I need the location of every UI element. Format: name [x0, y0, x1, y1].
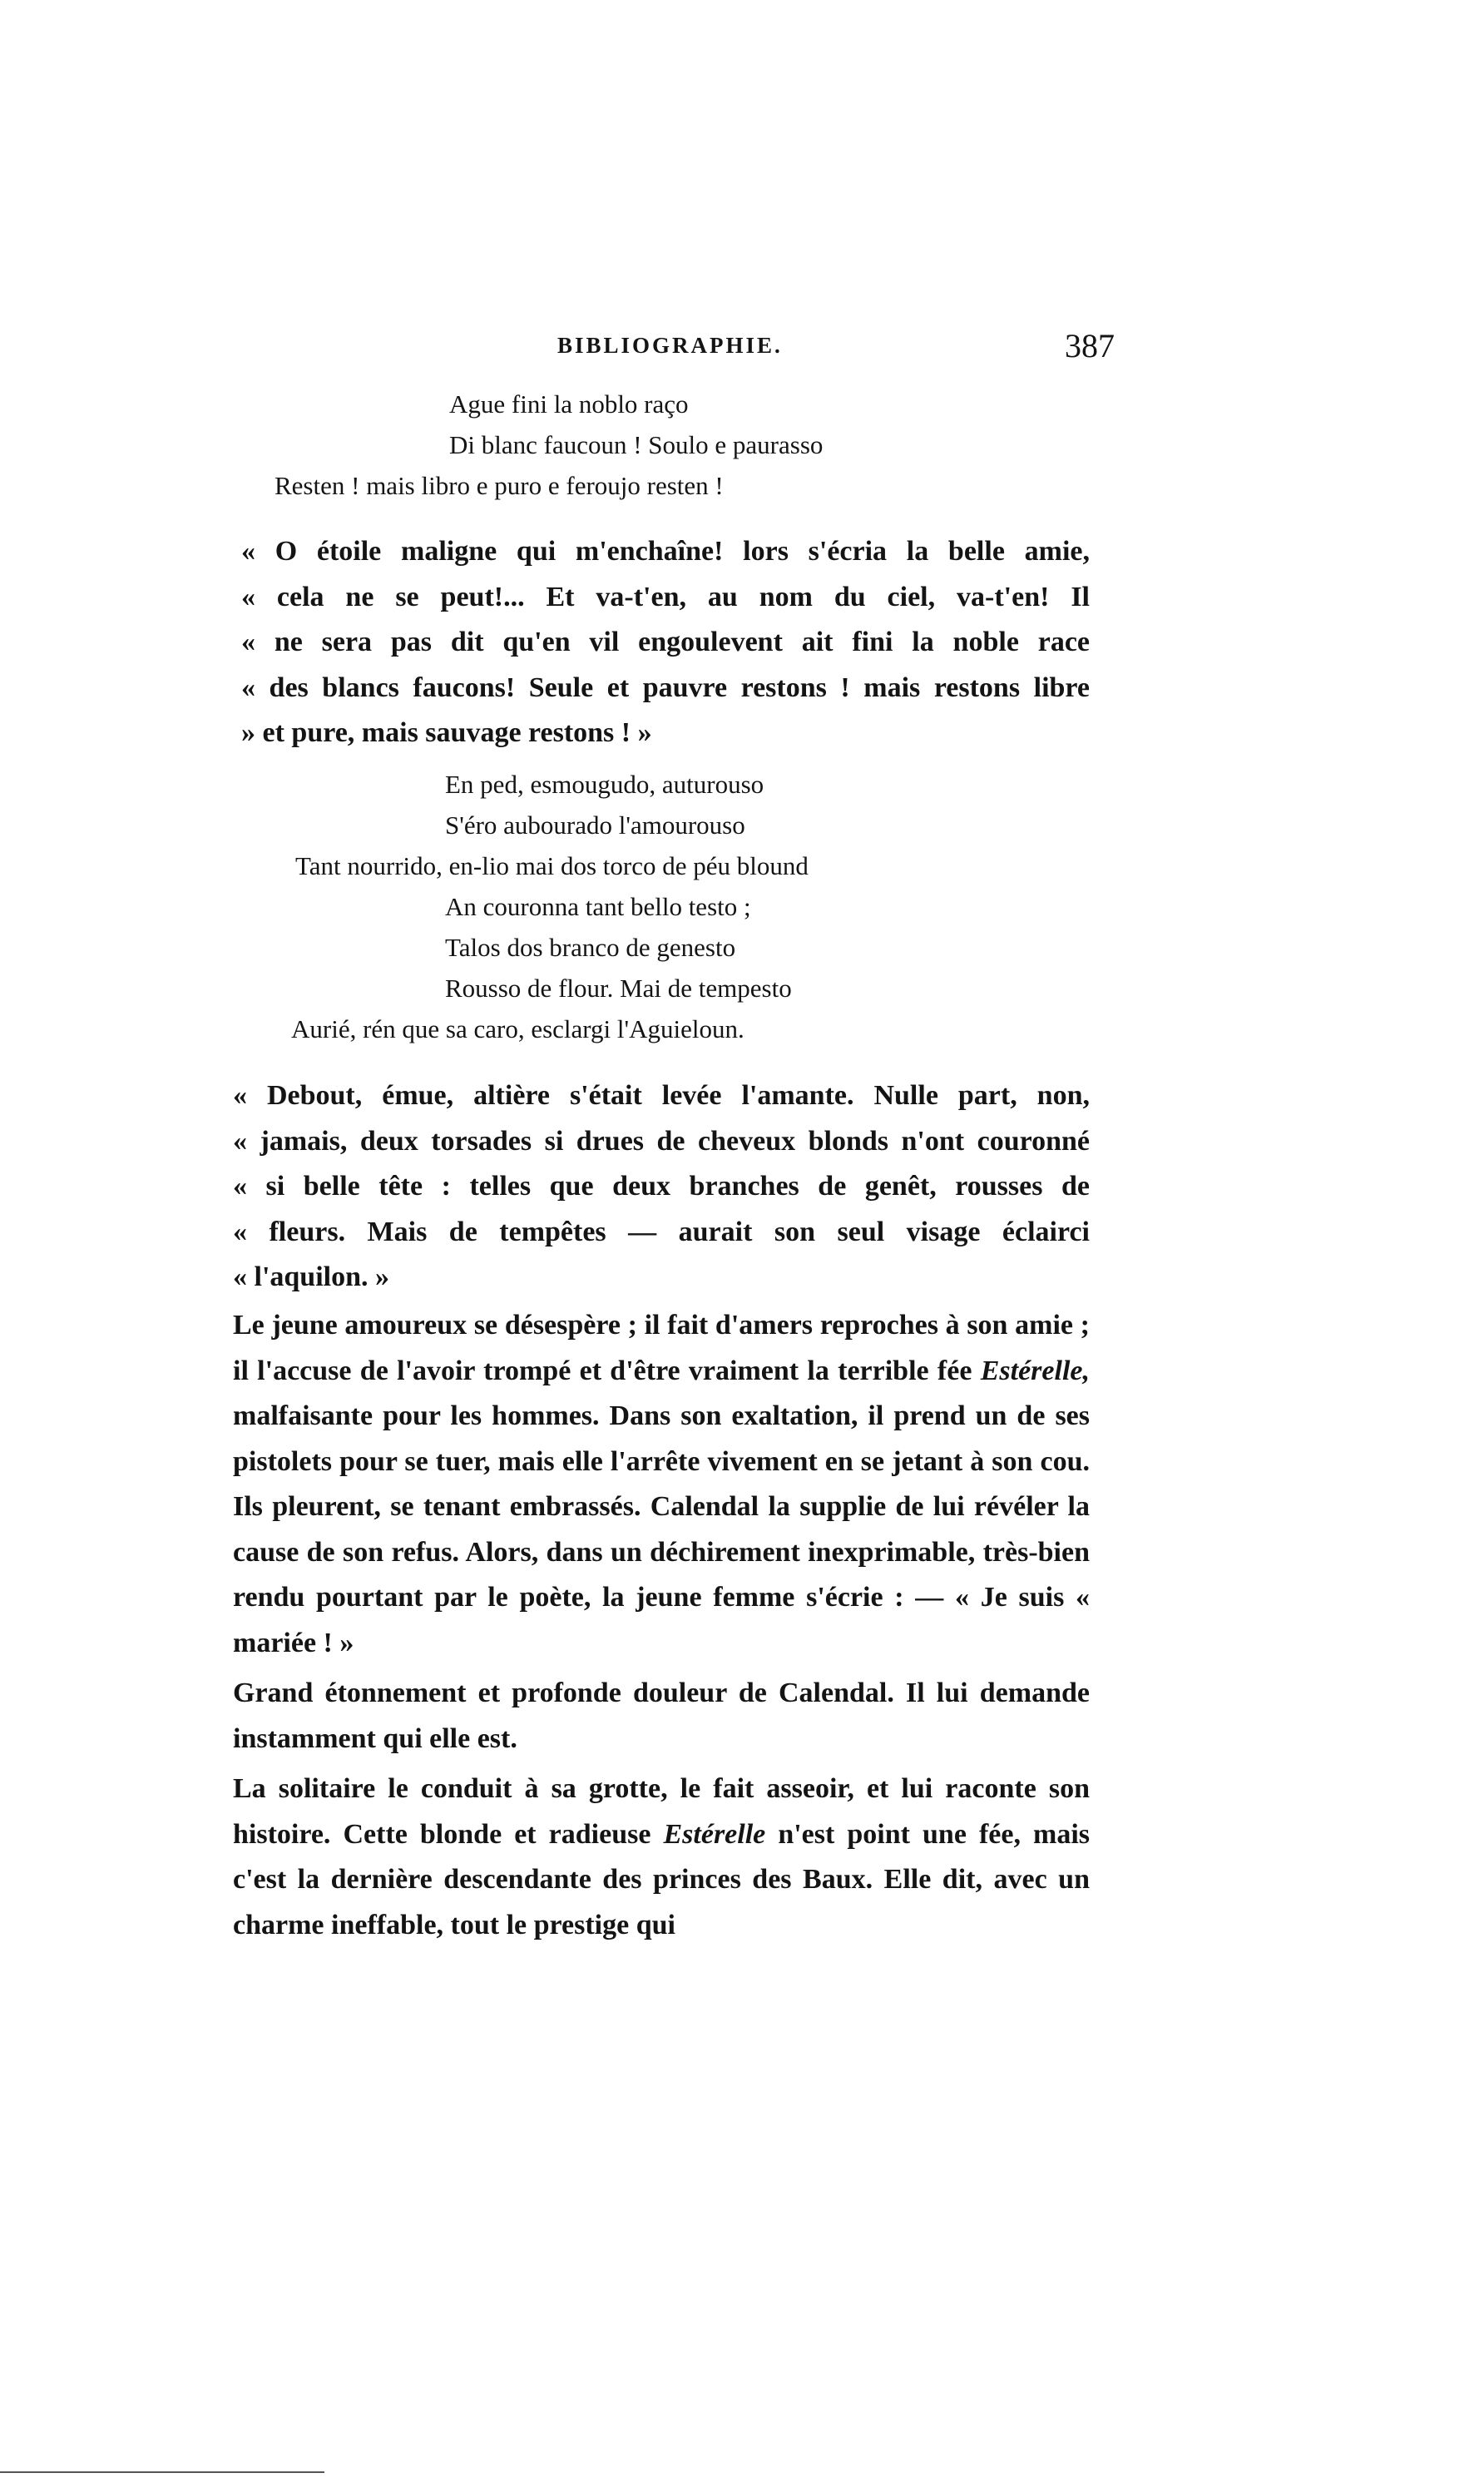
emphasis-esterelle: Estérelle, — [980, 1355, 1090, 1386]
verse-line: Talos dos branco de genesto — [445, 933, 736, 962]
body-text — [191, 1303, 1090, 1948]
verse-line: Di blanc faucoun ! Soulo e paurasso — [449, 430, 824, 459]
quote-line: « l'aquilon. » — [233, 1261, 390, 1292]
quote-line: « fleurs. Mais de tempêtes — aurait son seul visage éclairci — [233, 1216, 1090, 1247]
paragraph-1 — [191, 1303, 1090, 1666]
paragraph-text: La solitaire le conduit à sa grotte, le fait asseoir, et lui raconte son histoire. Cette blonde et radieuse — [233, 1773, 1090, 1850]
quote-line: « cela ne se peut!... Et va-t'en, au nom du ciel, va-t'en! Il — [241, 581, 1090, 612]
quote-translation-2 — [191, 1073, 1090, 1301]
verse-stanza-2 — [291, 764, 809, 1049]
paragraph-2: Grand étonnement et profonde douleur de Calendal. Il lui demande instamment qui elle est. — [233, 1678, 1090, 1754]
footer-rule — [0, 2471, 324, 2473]
paragraph-text: Le jeune amoureux se désespère ; il fait d'amers reproches à son amie ; il l'accuse de l'avoir trompé et d'être vraiment la terrible fée — [233, 1310, 1090, 1386]
verse-line: S'éro aubourado l'amourouso — [445, 810, 745, 840]
verse-stanza-1 — [275, 384, 824, 506]
quote-line: « jamais, deux torsades si drues de cheveux blonds n'ont couronné — [233, 1125, 1090, 1157]
running-head: BIBLIOGRAPHIE. — [557, 333, 783, 358]
emphasis-esterelle: Estérelle — [663, 1818, 766, 1850]
paragraph-3 — [191, 1767, 1090, 1948]
page-number: 387 — [1065, 327, 1115, 364]
verse-line: Aurié, rén que sa caro, esclargi l'Aguieloun. — [291, 1014, 744, 1043]
quote-line: » et pure, mais sauvage restons ! » — [241, 717, 652, 748]
quote-translation-1 — [191, 529, 1090, 756]
verse-line: An couronna tant bello testo ; — [445, 892, 751, 921]
quote-line: « si belle tête : telles que deux branches de genêt, rousses de — [233, 1171, 1090, 1202]
verse-line: Resten ! mais libro e puro e feroujo resten ! — [275, 471, 724, 500]
quote-line: « ne sera pas dit qu'en vil engoulevent ait fini la noble race — [241, 627, 1090, 657]
verse-line: Ague fini la noblo raço — [449, 389, 689, 419]
quote-line: « Debout, émue, altière s'était levée l'amante. Nulle part, non, — [233, 1080, 1090, 1111]
verse-line: Tant nourrido, en-lio mai dos torco de péu blound — [295, 851, 809, 880]
verse-line: Rousso de flour. Mai de tempesto — [445, 974, 792, 1003]
verse-line: En ped, esmougudo, auturouso — [445, 770, 764, 799]
paragraph-text: malfaisante pour les hommes. Dans son exaltation, il prend un de ses pistolets pour se tuer, mais elle l'arrête vivement en se jetant à son cou. Ils pleurent, se tenant embrassés. Calendal la supplie de lui révéler la cause de son refus. Alors, dans un déchirement inexprimable, très-bien rendu pourtant par le poète, la jeune femme s'écrie : — « Je suis « mariée ! » — [233, 1400, 1090, 1658]
paragraph-text: n'est point une fée, mais c'est la dernière descendante des princes des Baux. Elle dit, avec un charme ineffable, tout le prestige qui — [233, 1818, 1091, 1940]
quote-line: « O étoile maligne qui m'enchaîne! lors s'écria la belle amie, — [241, 536, 1090, 567]
quote-line: « des blancs faucons! Seule et pauvre restons ! mais restons libre — [241, 672, 1090, 703]
page-header — [191, 326, 1115, 376]
